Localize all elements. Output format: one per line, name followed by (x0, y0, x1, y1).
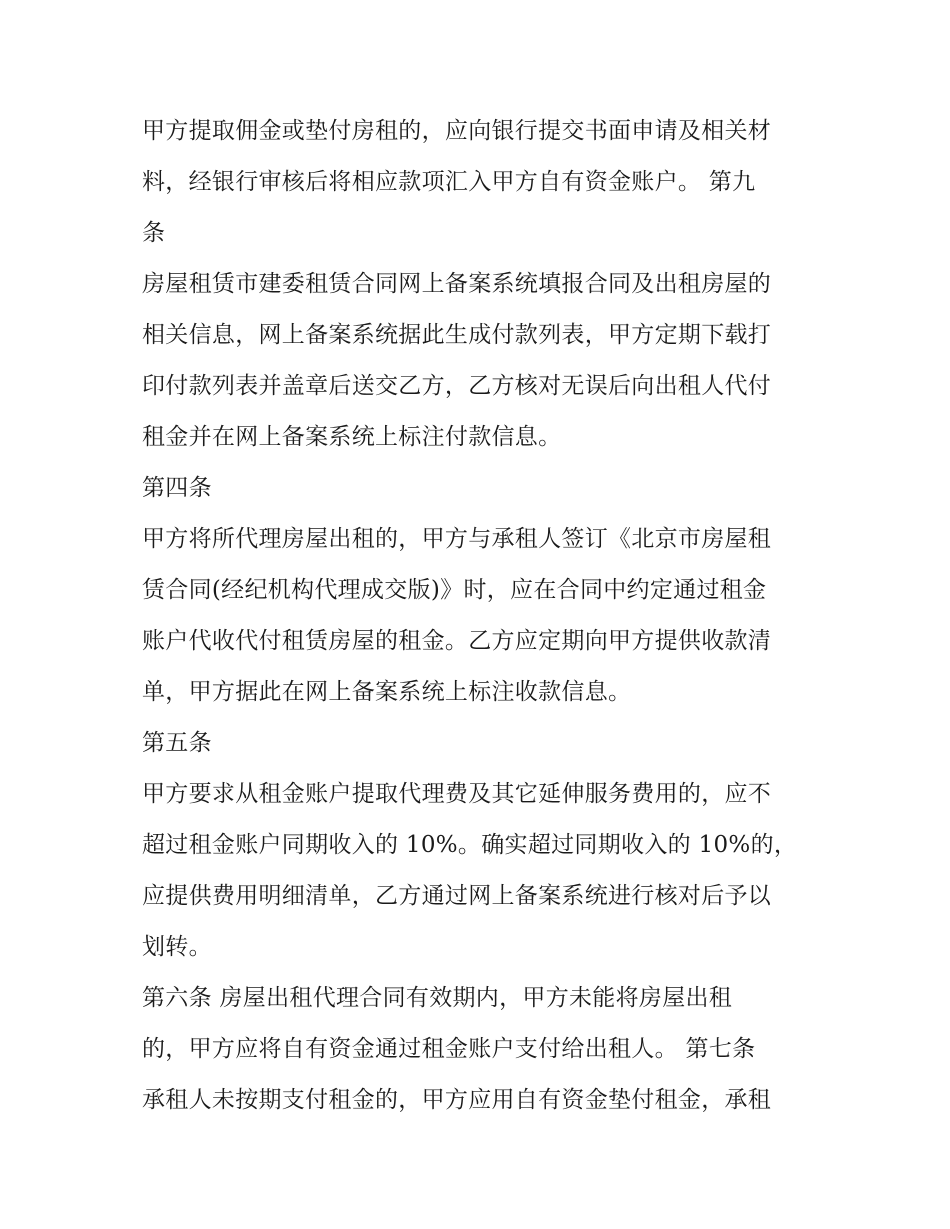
text-line: 的，甲方应将自有资金通过租金账户支付给出租人。 第七条 (142, 1036, 756, 1062)
text-line: 超过租金账户同期收入的 10%。确实超过同期收入的 10%的， (142, 832, 798, 858)
text-line: 甲方提取佣金或垫付房租的，应向银行提交书面申请及相关材 (142, 118, 772, 144)
text-line: 赁合同(经纪机构代理成交版)》时，应在合同中约定通过租金 (142, 577, 767, 603)
text-line: 划转。 (142, 934, 212, 960)
text-line: 第六条 房屋出租代理合同有效期内，甲方未能将房屋出租 (142, 985, 733, 1011)
text-line: 甲方将所代理房屋出租的，甲方与承租人签订《北京市房屋租 (142, 526, 772, 552)
text-line: 账户代收代付租赁房屋的租金。乙方应定期向甲方提供收款清 (142, 628, 772, 654)
text-line: 应提供费用明细清单，乙方通过网上备案系统进行核对后予以 (142, 883, 772, 909)
document-body (142, 106, 822, 1126)
text-line: 承租人未按期支付租金的，甲方应用自有资金垫付租金，承租 (142, 1087, 772, 1113)
text-line: 相关信息，网上备案系统据此生成付款列表，甲方定期下载打 (142, 322, 772, 348)
text-line: 房屋租赁市建委租赁合同网上备案系统填报合同及出租房屋的 (142, 271, 772, 297)
text-line: 印付款列表并盖章后送交乙方，乙方核对无误后向出租人代付 (142, 373, 772, 399)
text-line: 料，经银行审核后将相应款项汇入甲方自有资金账户。 第九 (142, 169, 756, 195)
section-heading: 第四条 (142, 475, 212, 501)
text-line: 甲方要求从租金账户提取代理费及其它延伸服务费用的，应不 (142, 781, 772, 807)
text-line: 租金并在网上备案系统上标注付款信息。 (142, 424, 562, 450)
text-line: 单，甲方据此在网上备案系统上标注收款信息。 (142, 679, 632, 705)
section-heading: 第五条 (142, 730, 212, 756)
text-line: 条 (142, 220, 166, 246)
